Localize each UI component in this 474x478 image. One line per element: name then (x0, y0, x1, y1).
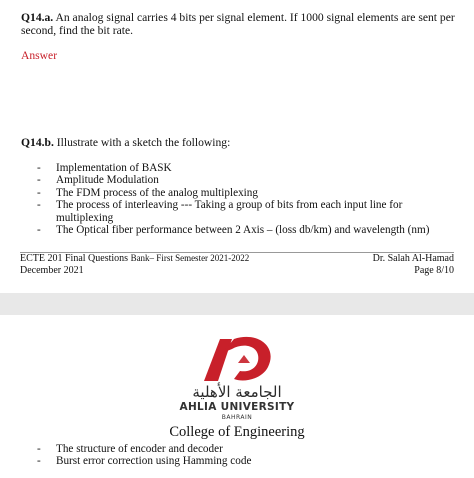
list-item: - Implementation of BASK (37, 162, 457, 174)
logo-country: BAHRAIN (221, 414, 253, 421)
list-item: - The process of interleaving --- Taking a group of bits from each input line for multiplexing (37, 199, 457, 224)
footer-author: Dr. Salah Al-Hamad (372, 253, 454, 264)
footer-page-number: Page 8/10 (414, 264, 454, 276)
question-14a-text: An analog signal carries 4 bits per signal element. If 1000 signal elements are sent per second, find the bit rate. (21, 11, 455, 37)
question-14b-text: Illustrate with a sketch the following: (56, 136, 231, 149)
footer-course-rest: Bank– First Semester 2021-2022 (130, 253, 250, 263)
footer-date: December 2021 (20, 264, 84, 276)
question-14b-list (37, 162, 457, 236)
bottom-list (37, 443, 457, 468)
list-item: - Amplitude Modulation (37, 174, 457, 186)
logo-arabic-name: الجامعة الأهلية (192, 383, 282, 401)
question-14a (21, 11, 461, 37)
list-item: - The FDM process of the analog multiplexing (37, 187, 457, 199)
footer-course-code: ECTE 201 Final Questions (20, 253, 129, 264)
answer-label: Answer (21, 49, 58, 62)
footer-left (20, 253, 249, 276)
logo-university-name: AHLIA UNIVERSITY (179, 401, 295, 413)
question-14b (21, 136, 230, 149)
list-item: - Burst error correction using Hamming code (37, 455, 457, 467)
footer-right (373, 253, 454, 276)
question-14a-label: Q14.a. (21, 11, 54, 24)
list-item: - The Optical fiber performance between 2 Axis – (loss db/km) and wavelength (nm) (37, 224, 457, 236)
page-gap (0, 293, 474, 315)
ahlia-university-logo-icon (198, 333, 278, 383)
question-14b-label: Q14.b. (21, 136, 54, 149)
list-item: - The structure of encoder and decoder (37, 443, 457, 455)
college-name: College of Engineering (169, 424, 305, 440)
